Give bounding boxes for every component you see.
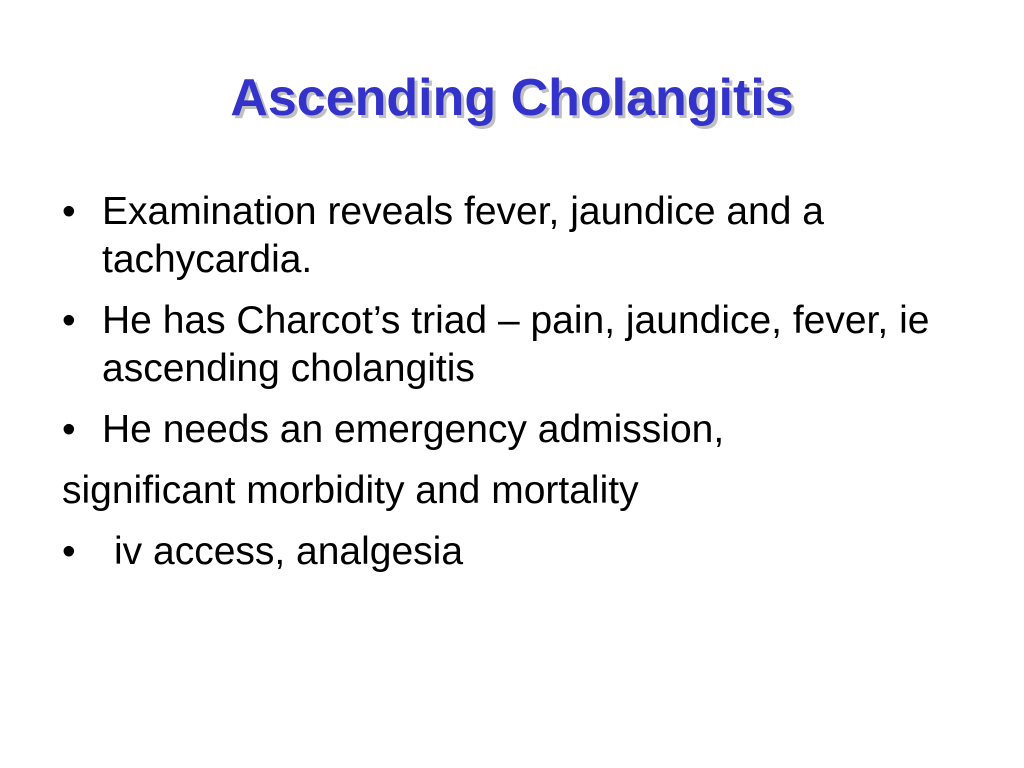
bullet-text: He needs an emergency admission, <box>102 408 725 451</box>
slide-body <box>62 188 982 589</box>
bullet-icon: • <box>62 408 76 451</box>
bullet-item <box>62 406 982 454</box>
bullet-icon: • <box>62 190 76 233</box>
bullet-icon: • <box>62 530 76 573</box>
bullet-text: iv access, analgesia <box>114 530 464 573</box>
bullet-item <box>62 188 982 284</box>
bullet-text: Examination reveals fever, jaundice and a tachycardia. <box>102 190 824 281</box>
bullet-item <box>62 528 982 576</box>
plain-text-line: significant morbidity and mortality <box>62 469 639 512</box>
bullet-icon: • <box>62 299 76 342</box>
slide-title: Ascending Cholangitis <box>230 69 794 127</box>
bullet-item <box>62 297 982 393</box>
bullet-text: He has Charcot’s triad – pain, jaundice, fever, ie ascending cholangitis <box>102 299 930 390</box>
